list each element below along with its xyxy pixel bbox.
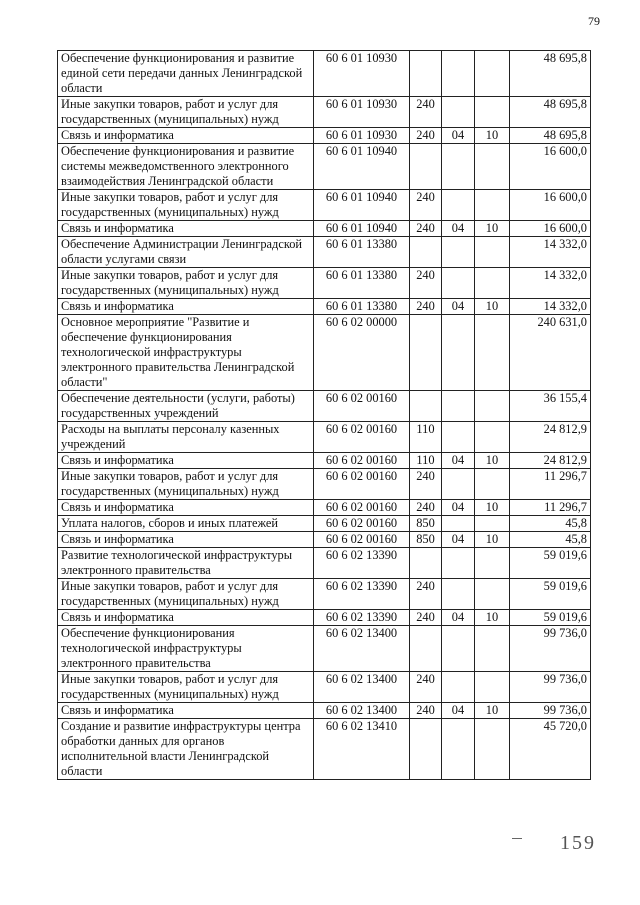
cell-subsection: 10 xyxy=(475,221,510,237)
cell-target-article: 60 6 02 13390 xyxy=(314,548,410,579)
cell-section xyxy=(442,548,475,579)
cell-subsection xyxy=(475,391,510,422)
table-row xyxy=(58,237,591,268)
cell-subsection xyxy=(475,719,510,780)
cell-target-article: 60 6 01 10930 xyxy=(314,51,410,97)
table-row xyxy=(58,548,591,579)
cell-subsection xyxy=(475,422,510,453)
table-row xyxy=(58,516,591,532)
cell-section xyxy=(442,719,475,780)
cell-expense-type: 110 xyxy=(410,422,442,453)
cell-target-article: 60 6 02 13400 xyxy=(314,672,410,703)
table-row xyxy=(58,672,591,703)
table-row xyxy=(58,719,591,780)
cell-amount: 16 600,0 xyxy=(510,144,591,190)
cell-section xyxy=(442,268,475,299)
cell-target-article: 60 6 02 00160 xyxy=(314,391,410,422)
cell-section xyxy=(442,516,475,532)
table-row xyxy=(58,221,591,237)
cell-subsection: 10 xyxy=(475,500,510,516)
cell-subsection xyxy=(475,579,510,610)
cell-subsection xyxy=(475,51,510,97)
cell-name: Иные закупки товаров, работ и услуг для государственных (муниципальных) нужд xyxy=(58,97,314,128)
cell-section xyxy=(442,144,475,190)
cell-amount: 45 720,0 xyxy=(510,719,591,780)
cell-name: Обеспечение Администрации Ленинградской области услугами связи xyxy=(58,237,314,268)
cell-amount: 16 600,0 xyxy=(510,190,591,221)
cell-name: Основное мероприятие "Развитие и обеспечение функционирования технологической инфраструктуры электронного правительства Ленинградской области" xyxy=(58,315,314,391)
cell-expense-type: 240 xyxy=(410,190,442,221)
cell-name: Иные закупки товаров, работ и услуг для государственных (муниципальных) нужд xyxy=(58,190,314,221)
cell-amount: 45,8 xyxy=(510,532,591,548)
table-row xyxy=(58,128,591,144)
cell-subsection: 10 xyxy=(475,703,510,719)
cell-target-article: 60 6 02 00000 xyxy=(314,315,410,391)
table-row xyxy=(58,703,591,719)
cell-amount: 59 019,6 xyxy=(510,579,591,610)
cell-name: Создание и развитие инфраструктуры центра обработки данных для органов исполнительной власти Ленинградской области xyxy=(58,719,314,780)
cell-name: Обеспечение функционирования и развитие единой сети передачи данных Ленинградской области xyxy=(58,51,314,97)
cell-expense-type xyxy=(410,548,442,579)
cell-amount: 99 736,0 xyxy=(510,703,591,719)
cell-name: Связь и информатика xyxy=(58,453,314,469)
table-row xyxy=(58,190,591,221)
cell-expense-type: 240 xyxy=(410,703,442,719)
cell-expense-type: 850 xyxy=(410,516,442,532)
cell-section: 04 xyxy=(442,221,475,237)
cell-expense-type xyxy=(410,315,442,391)
cell-section xyxy=(442,51,475,97)
cell-section: 04 xyxy=(442,703,475,719)
cell-expense-type: 240 xyxy=(410,610,442,626)
cell-name: Связь и информатика xyxy=(58,128,314,144)
cell-name: Иные закупки товаров, работ и услуг для государственных (муниципальных) нужд xyxy=(58,672,314,703)
cell-name: Обеспечение функционирования технологической инфраструктуры электронного правительства xyxy=(58,626,314,672)
table-row xyxy=(58,579,591,610)
cell-target-article: 60 6 02 13400 xyxy=(314,626,410,672)
cell-name: Обеспечение деятельности (услуги, работы) государственных учреждений xyxy=(58,391,314,422)
cell-target-article: 60 6 02 00160 xyxy=(314,453,410,469)
cell-target-article: 60 6 02 00160 xyxy=(314,500,410,516)
cell-subsection: 10 xyxy=(475,299,510,315)
cell-expense-type xyxy=(410,237,442,268)
cell-expense-type: 240 xyxy=(410,672,442,703)
cell-section: 04 xyxy=(442,532,475,548)
table-row xyxy=(58,610,591,626)
cell-subsection xyxy=(475,516,510,532)
cell-amount: 48 695,8 xyxy=(510,128,591,144)
cell-amount: 48 695,8 xyxy=(510,51,591,97)
cell-expense-type: 240 xyxy=(410,128,442,144)
cell-target-article: 60 6 01 13380 xyxy=(314,299,410,315)
table-row xyxy=(58,97,591,128)
cell-amount: 14 332,0 xyxy=(510,268,591,299)
cell-amount: 14 332,0 xyxy=(510,299,591,315)
cell-section xyxy=(442,237,475,268)
table-row xyxy=(58,500,591,516)
cell-name: Связь и информатика xyxy=(58,610,314,626)
cell-subsection xyxy=(475,315,510,391)
cell-section: 04 xyxy=(442,610,475,626)
cell-name: Иные закупки товаров, работ и услуг для государственных (муниципальных) нужд xyxy=(58,579,314,610)
table-row xyxy=(58,532,591,548)
cell-target-article: 60 6 02 00160 xyxy=(314,532,410,548)
cell-amount: 24 812,9 xyxy=(510,422,591,453)
cell-target-article: 60 6 02 00160 xyxy=(314,469,410,500)
cell-target-article: 60 6 01 10930 xyxy=(314,97,410,128)
table-row xyxy=(58,268,591,299)
cell-target-article: 60 6 02 13390 xyxy=(314,579,410,610)
cell-expense-type: 240 xyxy=(410,579,442,610)
cell-subsection: 10 xyxy=(475,532,510,548)
cell-expense-type xyxy=(410,51,442,97)
cell-subsection xyxy=(475,672,510,703)
cell-expense-type xyxy=(410,719,442,780)
cell-amount: 45,8 xyxy=(510,516,591,532)
cell-name: Обеспечение функционирования и развитие системы межведомственного электронного взаимодействия Ленинградской области xyxy=(58,144,314,190)
table-body xyxy=(58,51,591,780)
cell-subsection xyxy=(475,237,510,268)
cell-target-article: 60 6 01 10930 xyxy=(314,128,410,144)
table-row xyxy=(58,315,591,391)
cell-subsection xyxy=(475,548,510,579)
cell-target-article: 60 6 01 10940 xyxy=(314,221,410,237)
cell-name: Связь и информатика xyxy=(58,221,314,237)
cell-amount: 48 695,8 xyxy=(510,97,591,128)
cell-expense-type: 240 xyxy=(410,268,442,299)
cell-target-article: 60 6 01 13380 xyxy=(314,237,410,268)
cell-section xyxy=(442,315,475,391)
cell-expense-type: 240 xyxy=(410,299,442,315)
table-row xyxy=(58,453,591,469)
cell-target-article: 60 6 01 10940 xyxy=(314,190,410,221)
table-row xyxy=(58,391,591,422)
cell-amount: 240 631,0 xyxy=(510,315,591,391)
cell-expense-type xyxy=(410,626,442,672)
cell-target-article: 60 6 02 00160 xyxy=(314,422,410,453)
cell-subsection xyxy=(475,268,510,299)
cell-amount: 24 812,9 xyxy=(510,453,591,469)
cell-name: Связь и информатика xyxy=(58,532,314,548)
cell-expense-type: 850 xyxy=(410,532,442,548)
cell-amount: 14 332,0 xyxy=(510,237,591,268)
cell-target-article: 60 6 02 13390 xyxy=(314,610,410,626)
cell-name: Иные закупки товаров, работ и услуг для государственных (муниципальных) нужд xyxy=(58,469,314,500)
cell-subsection xyxy=(475,626,510,672)
cell-section: 04 xyxy=(442,128,475,144)
cell-amount: 59 019,6 xyxy=(510,610,591,626)
cell-expense-type: 110 xyxy=(410,453,442,469)
table-row xyxy=(58,422,591,453)
cell-amount: 11 296,7 xyxy=(510,500,591,516)
cell-expense-type xyxy=(410,144,442,190)
cell-name: Связь и информатика xyxy=(58,500,314,516)
cell-section: 04 xyxy=(442,299,475,315)
table-row xyxy=(58,626,591,672)
cell-expense-type: 240 xyxy=(410,221,442,237)
cell-subsection xyxy=(475,469,510,500)
cell-name: Развитие технологической инфраструктуры электронного правительства xyxy=(58,548,314,579)
cell-section xyxy=(442,391,475,422)
cell-subsection: 10 xyxy=(475,453,510,469)
cell-target-article: 60 6 01 10940 xyxy=(314,144,410,190)
table-row xyxy=(58,51,591,97)
cell-amount: 99 736,0 xyxy=(510,626,591,672)
cell-section xyxy=(442,422,475,453)
cell-expense-type: 240 xyxy=(410,97,442,128)
cell-expense-type: 240 xyxy=(410,500,442,516)
cell-amount: 99 736,0 xyxy=(510,672,591,703)
cell-expense-type xyxy=(410,391,442,422)
cell-section: 04 xyxy=(442,453,475,469)
cell-name: Связь и информатика xyxy=(58,299,314,315)
table-row xyxy=(58,469,591,500)
cell-expense-type: 240 xyxy=(410,469,442,500)
cell-target-article: 60 6 02 00160 xyxy=(314,516,410,532)
cell-name: Связь и информатика xyxy=(58,703,314,719)
cell-name: Уплата налогов, сборов и иных платежей xyxy=(58,516,314,532)
cell-target-article: 60 6 02 13410 xyxy=(314,719,410,780)
cell-amount: 16 600,0 xyxy=(510,221,591,237)
table-row xyxy=(58,144,591,190)
cell-section xyxy=(442,469,475,500)
cell-subsection xyxy=(475,97,510,128)
cell-section xyxy=(442,579,475,610)
cell-target-article: 60 6 01 13380 xyxy=(314,268,410,299)
cell-section: 04 xyxy=(442,500,475,516)
cell-subsection: 10 xyxy=(475,610,510,626)
cell-section xyxy=(442,626,475,672)
budget-table xyxy=(57,50,591,780)
cell-section xyxy=(442,97,475,128)
cell-name: Иные закупки товаров, работ и услуг для государственных (муниципальных) нужд xyxy=(58,268,314,299)
cell-amount: 59 019,6 xyxy=(510,548,591,579)
table-row xyxy=(58,299,591,315)
cell-subsection xyxy=(475,190,510,221)
margin-dash xyxy=(512,838,522,839)
cell-target-article: 60 6 02 13400 xyxy=(314,703,410,719)
cell-amount: 36 155,4 xyxy=(510,391,591,422)
cell-subsection xyxy=(475,144,510,190)
sheet-stamp: 159 xyxy=(560,832,596,854)
cell-name: Расходы на выплаты персоналу казенных учреждений xyxy=(58,422,314,453)
cell-section xyxy=(442,190,475,221)
page-number: 79 xyxy=(588,14,600,28)
cell-subsection: 10 xyxy=(475,128,510,144)
cell-amount: 11 296,7 xyxy=(510,469,591,500)
cell-section xyxy=(442,672,475,703)
